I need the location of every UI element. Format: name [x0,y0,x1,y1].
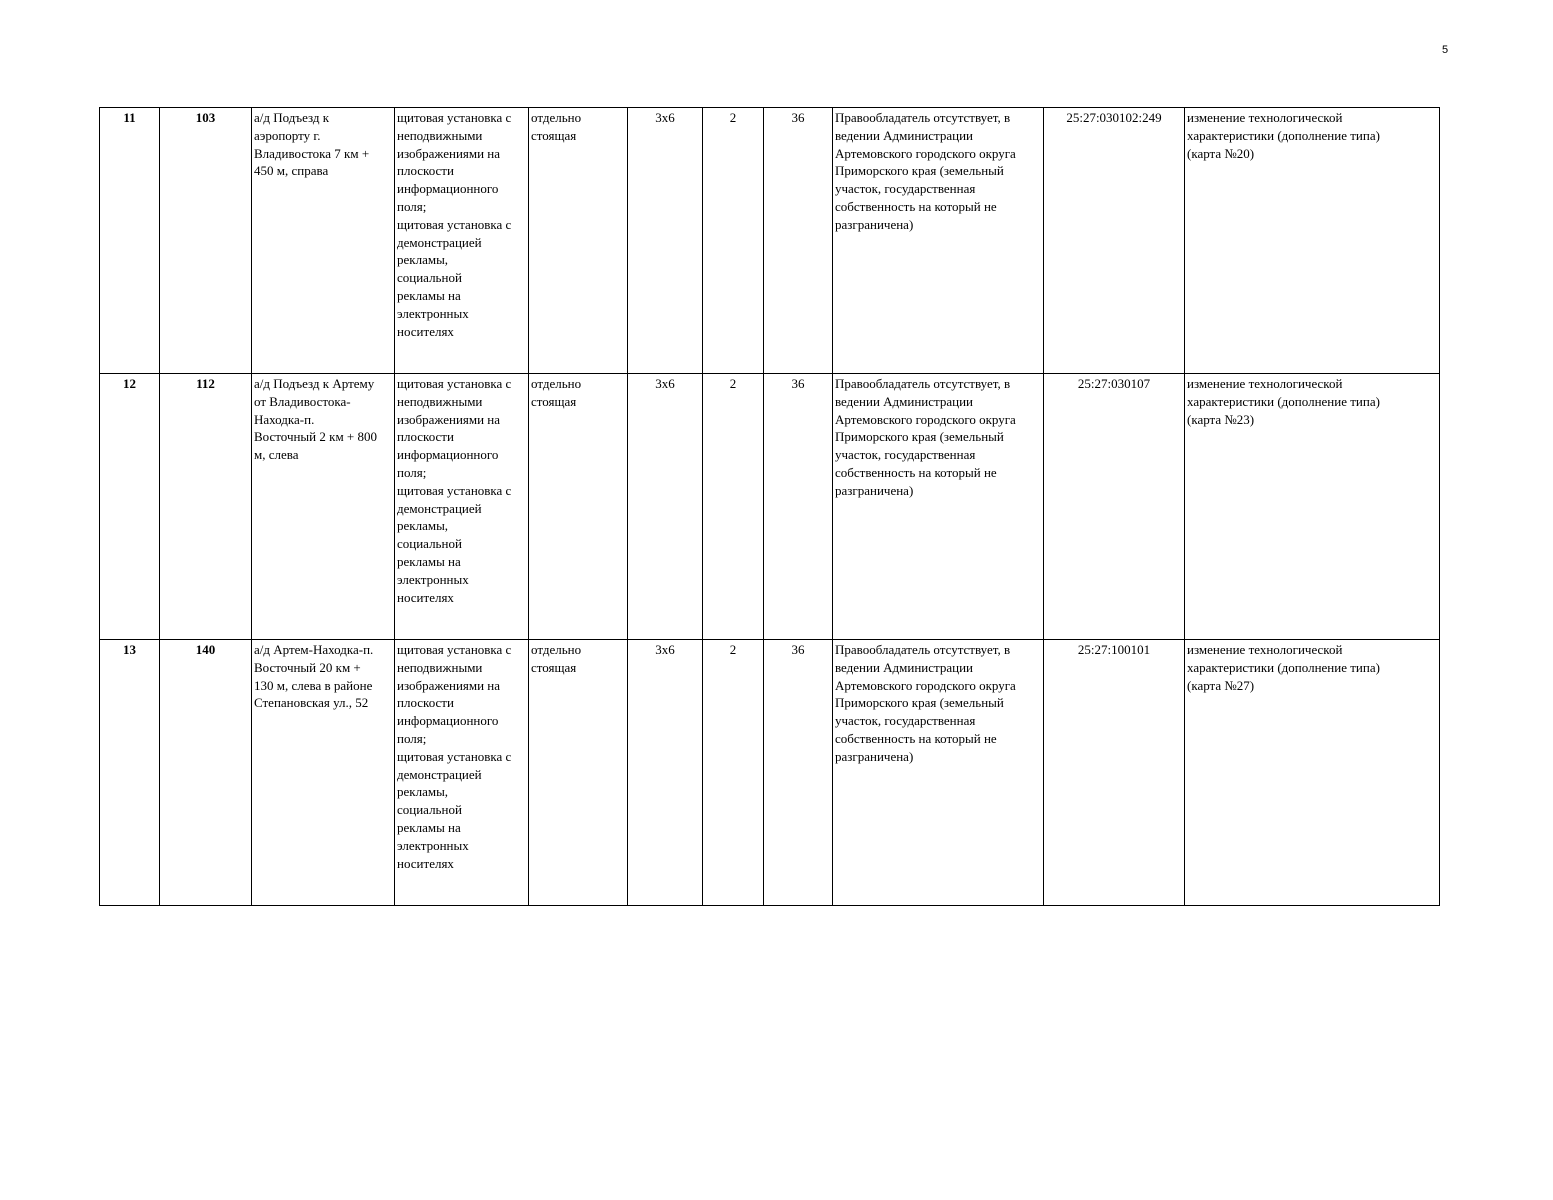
advertising-structures-table [99,107,1440,906]
sides-cell: 2 [703,640,764,906]
page-number: 5 [1442,44,1449,56]
table-row [100,108,1440,374]
sides-cell: 2 [703,374,764,640]
placement-cell: отдельно стоящая [529,640,628,906]
cadastral-number-cell: 25:27:030102:249 [1044,108,1185,374]
address-cell: а/д Подъезд к Артему от Владивостока- Находка-п. Восточный 2 км + 800 м, слева [252,374,395,640]
address-cell: а/д Подъезд к аэропорту г. Владивостока 7 км + 450 м, справа [252,108,395,374]
structure-type-cell: щитовая установка с неподвижными изображениями на плоскости информационного поля; щитовая установка с демонстрацией рекламы, социальной рекламы на электронных носителях [395,640,529,906]
row-number: 12 [100,374,160,640]
table-row [100,374,1440,640]
area-cell: 36 [764,108,833,374]
row-number: 13 [100,640,160,906]
area-cell: 36 [764,640,833,906]
placement-cell: отдельно стоящая [529,108,628,374]
note-cell: изменение технологической характеристики (дополнение типа) (карта №23) [1185,374,1440,640]
address-cell: а/д Артем-Находка-п. Восточный 20 км + 130 м, слева в районе Степановская ул., 52 [252,640,395,906]
placement-cell: отдельно стоящая [529,374,628,640]
place-number: 103 [160,108,252,374]
place-number: 112 [160,374,252,640]
size-cell: 3х6 [628,374,703,640]
table-row [100,640,1440,906]
row-number: 11 [100,108,160,374]
owner-cell: Правообладатель отсутствует, в ведении Администрации Артемовского городского округа Приморского края (земельный участок, государственная собственность на который не разграничена) [833,108,1044,374]
owner-cell: Правообладатель отсутствует, в ведении Администрации Артемовского городского округа Приморского края (земельный участок, государственная собственность на который не разграничена) [833,374,1044,640]
cadastral-number-cell: 25:27:100101 [1044,640,1185,906]
cadastral-number-cell: 25:27:030107 [1044,374,1185,640]
area-cell: 36 [764,374,833,640]
sides-cell: 2 [703,108,764,374]
size-cell: 3х6 [628,108,703,374]
structure-type-cell: щитовая установка с неподвижными изображениями на плоскости информационного поля; щитовая установка с демонстрацией рекламы, социальной рекламы на электронных носителях [395,108,529,374]
structure-type-cell: щитовая установка с неподвижными изображениями на плоскости информационного поля; щитовая установка с демонстрацией рекламы, социальной рекламы на электронных носителях [395,374,529,640]
note-cell: изменение технологической характеристики (дополнение типа) (карта №20) [1185,108,1440,374]
owner-cell: Правообладатель отсутствует, в ведении Администрации Артемовского городского округа Приморского края (земельный участок, государственная собственность на который не разграничена) [833,640,1044,906]
size-cell: 3х6 [628,640,703,906]
place-number: 140 [160,640,252,906]
note-cell: изменение технологической характеристики (дополнение типа) (карта №27) [1185,640,1440,906]
